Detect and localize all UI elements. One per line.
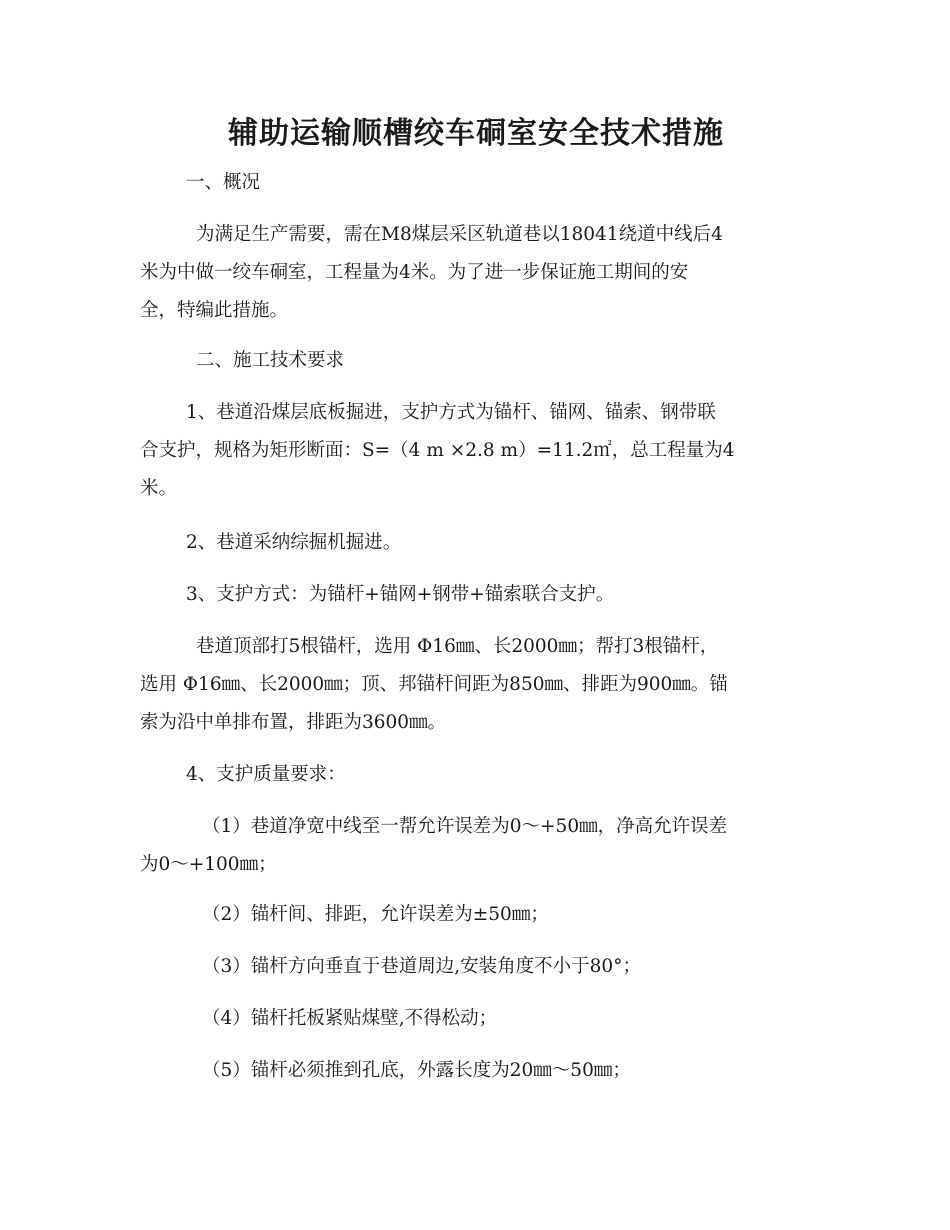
- paragraph-line: 合支护，规格为矩形断面：S=（4 m ×2.8 m）=11.2㎡，总工程量为4: [140, 440, 735, 461]
- paragraph-line: 索为沿中单排布置，排距为3600㎜。: [140, 712, 447, 733]
- technical-item-3: 3、支护方式：为锚杆+锚网+钢带+锚索联合支护。: [186, 584, 615, 605]
- quality-requirement-3: （3）锚杆方向垂直于巷道周边,安装角度不小于80°；: [202, 956, 641, 977]
- technical-item-1: [140, 396, 812, 506]
- quality-requirement-1: [140, 810, 812, 882]
- document-title: 辅助运输顺槽绞车硐室安全技术措施: [228, 116, 724, 151]
- technical-item-4: 4、支护质量要求：: [186, 764, 346, 785]
- quality-requirement-5: （5）锚杆必须推到孔底，外露长度为20㎜～50㎜；: [202, 1060, 631, 1081]
- support-detail-paragraph: [140, 630, 812, 740]
- paragraph-line: （1）巷道净宽中线至一帮允许误差为0～+50㎜，净高允许误差: [202, 816, 728, 837]
- section-heading-overview: 一、概况: [186, 172, 261, 193]
- paragraph-line: 巷道顶部打5根锚杆，选用 Φ16㎜、长2000㎜；帮打3根锚杆，: [196, 636, 719, 657]
- paragraph-line: 为满足生产需要，需在M8煤层采区轨道巷以18041绕道中线后4: [196, 224, 723, 245]
- quality-requirement-2: （2）锚杆间、排距，允许误差为±50㎜；: [202, 904, 549, 925]
- paragraph-line: 选用 Φ16㎜、长2000㎜；顶、邦锚杆间距为850㎜、排距为900㎜。锚: [140, 674, 728, 695]
- paragraph-line: 米为中做一绞车硐室，工程量为4米。为了进一步保证施工期间的安: [140, 262, 689, 283]
- section-heading-technical: 二、施工技术要求: [196, 350, 345, 371]
- paragraph-line: 为0～+100㎜；: [140, 854, 277, 875]
- overview-paragraph: [140, 218, 812, 328]
- technical-item-2: 2、巷道采纳综掘机掘进。: [186, 532, 402, 553]
- quality-requirement-4: （4）锚杆托板紧贴煤壁,不得松动；: [202, 1008, 498, 1029]
- paragraph-line: 1、巷道沿煤层底板掘进，支护方式为锚杆、锚网、锚索、钢带联: [186, 402, 716, 423]
- paragraph-line: 全，特编此措施。: [140, 300, 289, 321]
- paragraph-line: 米。: [140, 478, 178, 499]
